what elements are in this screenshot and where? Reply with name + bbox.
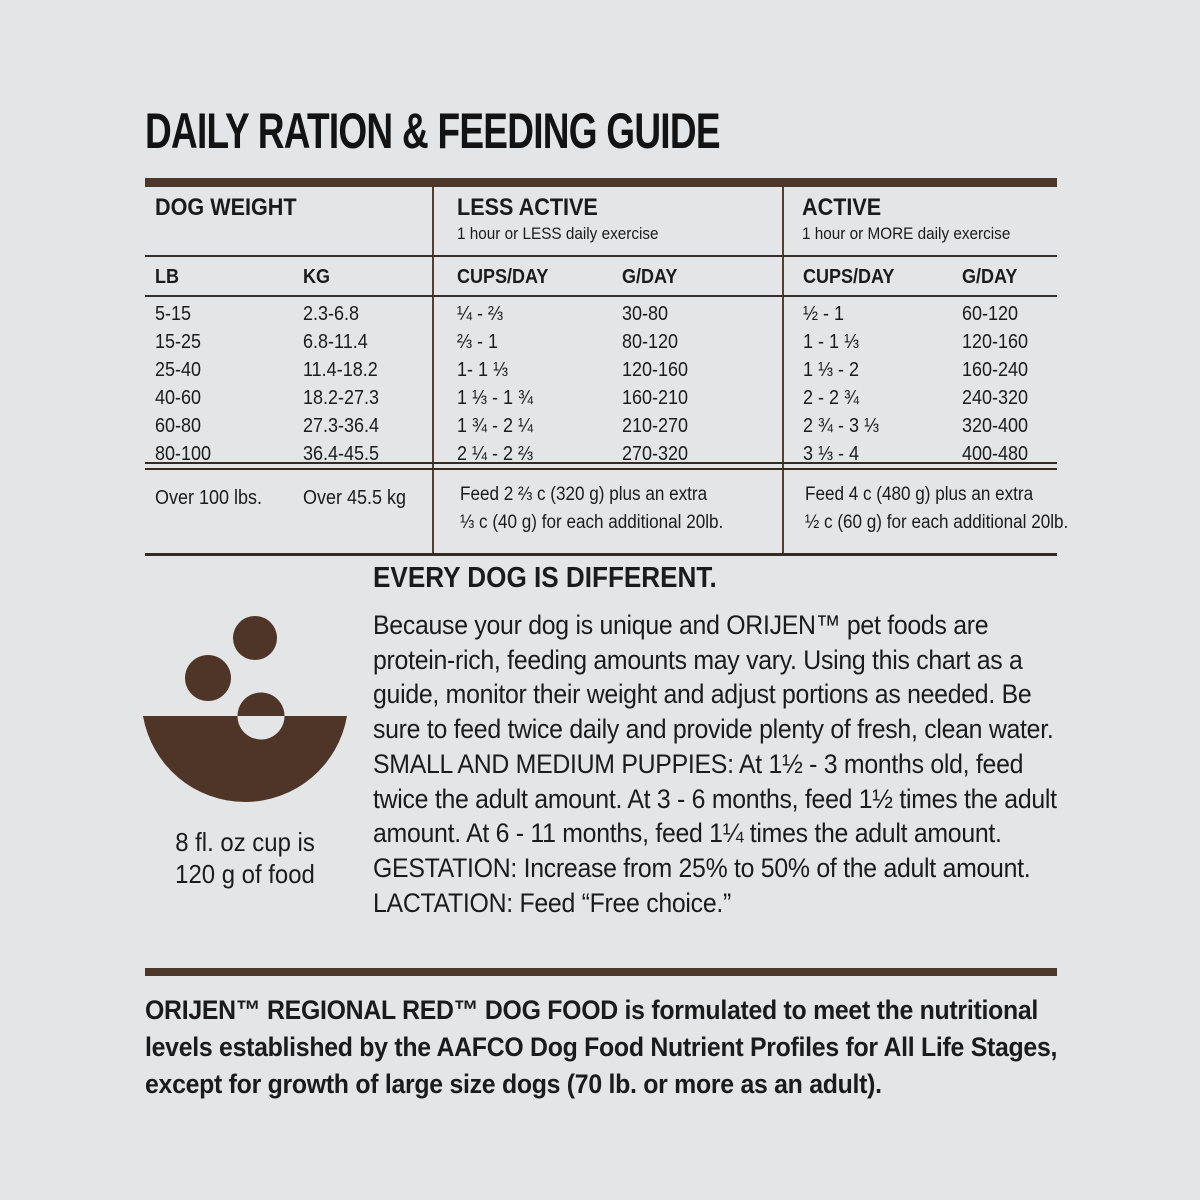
cell-cups-less: 1 ⅓ - 1 ¾ — [457, 387, 534, 409]
aafco-statement: ORIJEN™ REGIONAL RED™ DOG FOOD is formulated to meet the nutritional levels established by the AAFCO Dog Food Nutrient Profiles for All Life Stages, except for growth of large size dogs (70 lb. or more as an adult). — [145, 995, 1058, 1099]
table-bottom-rule — [145, 553, 1057, 556]
cell-g-active: 160-240 — [962, 359, 1029, 381]
cell-g-less: 270-320 — [622, 443, 689, 465]
info-heading: EVERY DOG IS DIFFERENT. — [373, 562, 717, 594]
cell-over-less-active: Feed 2 ⅔ c (320 g) plus an extra — [460, 484, 708, 505]
cell-cups-less: 2 ¼ - 2 ⅔ — [457, 443, 534, 465]
column-group-active: ACTIVE — [802, 194, 882, 221]
cup-note-line2: 120 g of food — [175, 859, 315, 889]
cell-kg: 36.4-45.5 — [303, 443, 380, 465]
cell-cups-active: 1 ⅓ - 2 — [803, 359, 860, 381]
cell-g-less: 210-270 — [622, 415, 689, 437]
table-row — [145, 412, 1057, 440]
cell-kg: 27.3-36.4 — [303, 415, 380, 437]
cell-cups-active: 2 ¾ - 3 ⅓ — [803, 415, 880, 437]
column-group-less-active-sub: 1 hour or LESS daily exercise — [457, 224, 659, 243]
cell-lb: 60-80 — [155, 415, 202, 437]
cell-g-less: 120-160 — [622, 359, 689, 381]
info-paragraph-puppies: SMALL AND MEDIUM PUPPIES: At 1½ - 3 months old, feed twice the adult amount. At 3 - 6 months, feed 1½ times the adult amount. At 6 - 11 months, feed 1¼ times the adult amount. GESTATION: Increase from 25% to 50% of the adult amount. LACTATION: Feed “Free choice.” — [373, 748, 1057, 918]
cell-g-less: 30-80 — [622, 303, 669, 325]
cell-g-active: 60-120 — [962, 303, 1019, 325]
over-weight-row — [145, 481, 1069, 551]
cell-cups-active: 1 - 1 ⅓ — [803, 331, 860, 353]
cell-kg: 6.8-11.4 — [303, 331, 368, 353]
cell-kg: 11.4-18.2 — [303, 359, 378, 381]
col-header-g-less: G/DAY — [622, 266, 678, 288]
column-headers — [145, 262, 1057, 292]
col-header-g-active: G/DAY — [962, 266, 1018, 288]
col-header-kg: KG — [303, 266, 330, 288]
cell-cups-less: 1- 1 ⅓ — [457, 359, 509, 381]
cell-lb: 15-25 — [155, 331, 202, 353]
cell-g-active: 240-320 — [962, 387, 1029, 409]
cup-note-line1: 8 fl. oz cup is — [175, 827, 315, 857]
table-row — [145, 356, 1057, 384]
footer-rule — [145, 968, 1057, 976]
cell-lb: 5-15 — [155, 303, 192, 325]
cell-g-active: 400-480 — [962, 443, 1029, 465]
cell-lb: 25-40 — [155, 359, 202, 381]
cell-over-kg: Over 45.5 kg — [303, 487, 407, 509]
cell-cups-less: ¼ - ⅔ — [457, 303, 504, 325]
page-title: DAILY RATION & FEEDING GUIDE — [145, 103, 720, 159]
cell-g-active: 120-160 — [962, 331, 1029, 353]
col-header-cups-less: CUPS/DAY — [457, 266, 549, 288]
cell-over-less-active: ⅓ c (40 g) for each additional 20lb. — [460, 512, 724, 533]
cell-g-active: 320-400 — [962, 415, 1029, 437]
cell-over-active: Feed 4 c (480 g) plus an extra — [805, 484, 1034, 505]
column-group-active-sub: 1 hour or MORE daily exercise — [802, 224, 1011, 243]
cell-g-less: 160-210 — [622, 387, 689, 409]
cell-cups-active: 2 - 2 ¾ — [803, 387, 860, 409]
cell-cups-less: 1 ¾ - 2 ¼ — [457, 415, 534, 437]
cell-cups-active: 3 ⅓ - 4 — [803, 443, 860, 465]
column-group-dog-weight: DOG WEIGHT — [155, 194, 297, 221]
feeding-table — [145, 178, 1069, 556]
info-paragraph-general: Because your dog is unique and ORIJEN™ pet foods are protein-rich, feeding amounts may vary. Using this chart as a guide, monitor their weight and adjust portions as needed. Be sure to feed twice daily and provide plenty of fresh, clean water. — [373, 610, 1054, 745]
col-header-lb: LB — [155, 266, 180, 288]
info-body — [373, 608, 1058, 920]
cell-cups-less: ⅔ - 1 — [457, 331, 499, 353]
table-row — [145, 328, 1057, 356]
cell-kg: 18.2-27.3 — [303, 387, 380, 409]
row-rule — [145, 255, 1057, 257]
table-row — [145, 440, 1057, 468]
cell-kg: 2.3-6.8 — [303, 303, 360, 325]
cell-over-lb: Over 100 lbs. — [155, 487, 263, 509]
table-top-rule — [145, 178, 1057, 187]
table-row — [145, 300, 1057, 328]
column-group-less-active: LESS ACTIVE — [457, 194, 598, 221]
cup-note — [130, 826, 360, 890]
kibble-bowl-icon — [143, 612, 347, 804]
cell-over-active: ½ c (60 g) for each additional 20lb. — [805, 512, 1069, 533]
cell-lb: 40-60 — [155, 387, 202, 409]
col-header-cups-active: CUPS/DAY — [803, 266, 895, 288]
cell-g-less: 80-120 — [622, 331, 679, 353]
table-row — [145, 384, 1057, 412]
row-rule — [145, 295, 1057, 297]
cell-lb: 80-100 — [155, 443, 212, 465]
cell-cups-active: ½ - 1 — [803, 303, 845, 325]
